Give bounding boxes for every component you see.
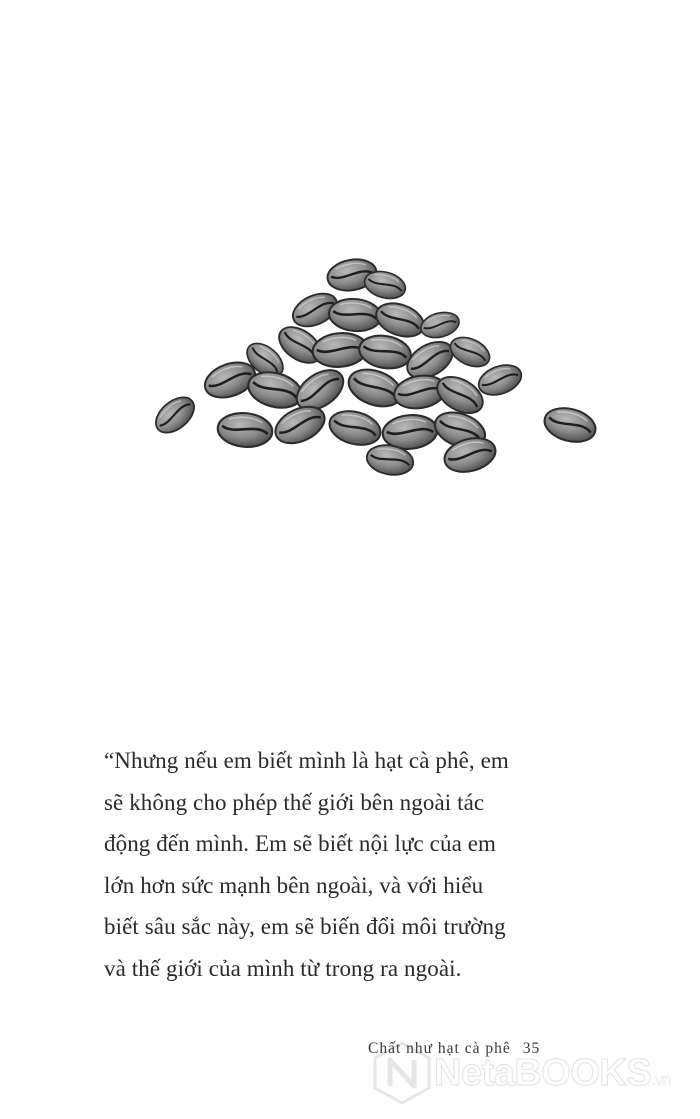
coffee-bean <box>326 406 385 450</box>
paragraph-line: động đến mình. Em sẽ biết nội lực của em <box>104 831 497 856</box>
watermark-text <box>434 1052 671 1095</box>
coffee-bean <box>541 403 600 447</box>
running-title: Chất như hạt cà phê <box>368 1040 511 1057</box>
coffee-bean <box>149 390 200 439</box>
paragraph-line: sẽ không cho phép thế giới bên ngoài tác <box>104 789 485 815</box>
coffee-bean <box>328 297 383 333</box>
coffee-bean <box>357 332 414 373</box>
paragraph-line: biết sâu sắc này, em sẽ biến đổi môi trường <box>104 914 506 939</box>
watermark-tld: .vn <box>651 1072 672 1089</box>
coffee-beans-illustration <box>140 240 620 490</box>
coffee-bean <box>418 308 462 341</box>
page-number: 35 <box>522 1040 541 1057</box>
paragraph-line: và thế giới của mình từ trong ra ngoài. <box>104 955 462 981</box>
coffee-bean <box>216 411 273 449</box>
paragraph-line: lớn hơn sức mạnh bên ngoài, và với hiểu <box>104 872 484 898</box>
page-footer <box>368 1040 540 1058</box>
watermark-brand: NetaBOOKS <box>434 1052 652 1094</box>
quote-paragraph <box>104 740 604 989</box>
coffee-bean <box>446 332 495 373</box>
paragraph-line: “Nhưng nếu em biết mình là hạt cà phê, em <box>104 748 509 773</box>
